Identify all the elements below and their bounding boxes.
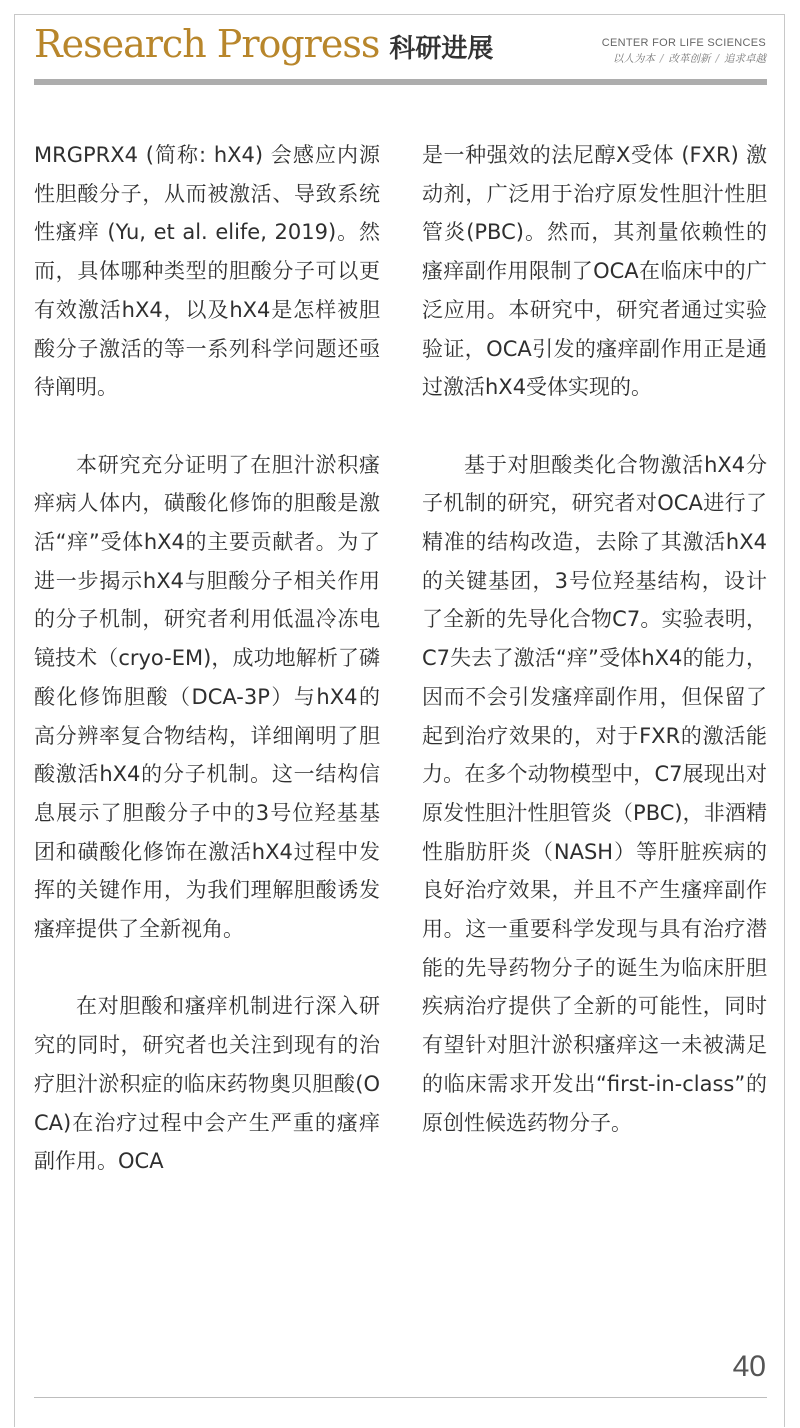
title-english: Research Progress: [34, 22, 380, 66]
paragraph: MRGPRX4 (简称: hX4) 会感应内源性胆酸分子，从而被激活、导致系统性瘙痒 (Yu, et al. elife, 2019)。然而，具体哪种类型的胆酸分子可以更有效激活hX4，以及hX4是怎样被胆酸分子激活的等一系列科学问题还亟待阐明。: [34, 143, 380, 400]
center-branding: [602, 37, 766, 66]
motto-item: 改革创新: [668, 53, 711, 65]
motto-item: 以人为本: [612, 53, 655, 65]
title-chinese: 科研进展: [389, 34, 494, 64]
motto-separator: /: [715, 53, 719, 65]
paragraph: 本研究充分证明了在胆汁淤积瘙痒病人体内，磺酸化修饰的胆酸是激活“痒”受体hX4的主要贡献者。为了进一步揭示hX4与胆酸分子相关作用的分子机制，研究者利用低温冷冻电镜技术（cryo-EM)，成功地解析了磷酸化修饰胆酸（DCA-3P）与hX4的高分辨率复合物结构，详细阐明了胆酸激活hX4的分子机制。这一结构信息展示了胆酸分子中的3号位羟基基团和磺酸化修饰在激活hX4过程中发挥的关键作用，为我们理解胆酸诱发瘙痒提供了全新视角。: [34, 452, 380, 942]
header-rule: [34, 79, 767, 85]
header-title: [34, 22, 493, 72]
page-number: 40: [732, 1350, 766, 1383]
center-name: CENTER FOR LIFE SCIENCES: [601, 37, 766, 49]
motto-item: 追求卓越: [724, 53, 766, 65]
paragraph: 在对胆酸和瘙痒机制进行深入研究的同时，研究者也关注到现有的治疗胆汁淤积症的临床药物奥贝胆酸(OCA)在治疗过程中会产生严重的瘙痒副作用。OCA: [34, 994, 380, 1174]
motto-separator: /: [659, 53, 664, 65]
right-column: [422, 136, 767, 1142]
paragraph: 是一种强效的法尼醇X受体 (FXR) 激动剂，广泛用于治疗原发性胆汁性胆管炎(PBC)。然而，其剂量依赖性的瘙痒副作用限制了OCA在临床中的广泛应用。本研究中，研究者通过实验验证，OCA引发的瘙痒副作用正是通过激活hX4受体实现的。: [422, 143, 767, 400]
paragraph: 基于对胆酸类化合物激活hX4分子机制的研究，研究者对OCA进行了精准的结构改造，去除了其激活hX4的关键基团，3号位羟基结构，设计了全新的先导化合物C7。实验表明，C7失去了激活“痒”受体hX4的能力，因而不会引发瘙痒副作用，但保留了起到治疗效果的，对于FXR的激活能力。在多个动物模型中，C7展现出对原发性胆汁性胆管炎（PBC)，非酒精性脂肪肝炎（NASH）等肝脏疾病的良好治疗效果，并且不产生瘙痒副作用。这一重要科学发现与具有治疗潜能的先导药物分子的诞生为临床肝胆疾病治疗提供了全新的可能性，同时有望针对胆汁淤积瘙痒这一未被满足的临床需求开发出“first-in-class”的原创性候选药物分子。: [422, 452, 767, 1135]
left-column: [34, 136, 380, 1181]
footer-rule: [34, 1397, 767, 1398]
motto: [602, 51, 766, 66]
